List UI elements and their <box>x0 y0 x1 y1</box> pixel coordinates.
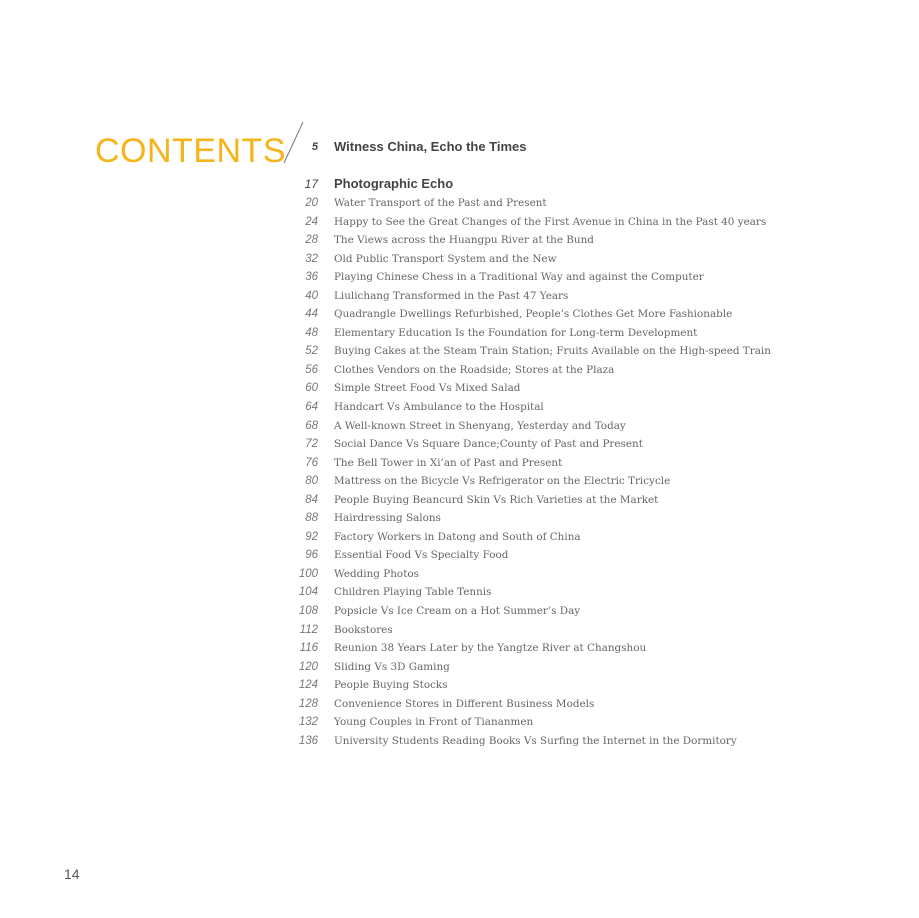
toc-entry[interactable] <box>0 398 919 417</box>
toc-entry[interactable] <box>0 342 919 361</box>
entry-title: Popsicle Vs Ice Cream on a Hot Summer’s Day <box>334 605 581 618</box>
entry-page-number: 100 <box>298 567 318 580</box>
entry-title: People Buying Stocks <box>334 679 448 692</box>
entry-title: Liulichang Transformed in the Past 47 Years <box>334 289 569 302</box>
toc-entry[interactable] <box>0 305 919 324</box>
entry-title: University Students Reading Books Vs Surfing the Internet in the Dormitory <box>334 734 737 747</box>
entry-title: Simple Street Food Vs Mixed Salad <box>334 382 521 395</box>
entry-page-number: 40 <box>305 289 318 302</box>
entry-page-number: 112 <box>299 623 318 636</box>
entry-title: Handcart Vs Ambulance to the Hospital <box>334 401 544 414</box>
entry-page-number: 72 <box>305 438 318 451</box>
page-number: 14 <box>64 866 80 882</box>
toc-entry[interactable] <box>0 194 919 213</box>
entry-page-number: 88 <box>305 512 318 525</box>
section-page-number: 17 <box>304 177 318 191</box>
entry-title: Happy to See the Great Changes of the First Avenue in China in the Past 40 years <box>334 215 767 228</box>
entry-page-number: 80 <box>305 475 318 488</box>
entry-page-number: 96 <box>305 549 318 562</box>
entry-title: Mattress on the Bicycle Vs Refrigerator on the Electric Tricycle <box>334 475 671 488</box>
toc-entry[interactable] <box>0 491 919 510</box>
entry-page-number: 56 <box>305 363 318 376</box>
entry-page-number: 28 <box>305 234 318 247</box>
entry-title: Quadrangle Dwellings Refurbished, People’s Clothes Get More Fashionable <box>334 308 733 321</box>
entry-title: Factory Workers in Datong and South of China <box>334 530 581 543</box>
toc-entry[interactable] <box>0 287 919 306</box>
entry-page-number: 132 <box>298 716 318 729</box>
entry-page-number: 92 <box>305 530 318 543</box>
toc-entry[interactable] <box>0 472 919 491</box>
toc-entry[interactable] <box>0 417 919 436</box>
entry-title: Young Couples in Front of Tiananmen <box>334 716 534 729</box>
entry-title: Buying Cakes at the Steam Train Station; Fruits Available on the High-speed Train <box>334 345 771 358</box>
entry-page-number: 104 <box>298 586 318 599</box>
toc-entry[interactable] <box>0 213 919 232</box>
entry-page-number: 116 <box>299 642 318 655</box>
entry-title: Wedding Photos <box>334 567 419 580</box>
toc-entry[interactable] <box>0 268 919 287</box>
entry-title: Clothes Vendors on the Roadside; Stores at the Plaza <box>334 363 615 376</box>
entry-title: Old Public Transport System and the New <box>334 252 557 265</box>
entry-title: Sliding Vs 3D Gaming <box>334 660 450 673</box>
entry-page-number: 84 <box>305 493 318 506</box>
toc-entry[interactable] <box>0 509 919 528</box>
entry-title: Water Transport of the Past and Present <box>334 197 547 209</box>
entry-page-number: 24 <box>305 215 318 228</box>
toc-entry[interactable] <box>0 454 919 473</box>
toc-entry[interactable] <box>0 676 919 695</box>
contents-heading: CONTENTS <box>95 132 286 170</box>
toc-entry[interactable] <box>0 528 919 547</box>
toc-entry[interactable] <box>0 324 919 343</box>
entry-title: Elementary Education Is the Foundation for Long-term Development <box>334 326 698 339</box>
entry-page-number: 108 <box>298 605 318 618</box>
entry-title: The Views across the Huangpu River at the Bund <box>334 234 594 247</box>
section-title: Photographic Echo <box>334 176 454 191</box>
toc-entry[interactable] <box>0 602 919 621</box>
entry-page-number: 32 <box>305 252 318 265</box>
entry-title: Reunion 38 Years Later by the Yangtze River at Changshou <box>334 642 647 655</box>
toc-entry[interactable] <box>0 379 919 398</box>
entry-page-number: 48 <box>305 326 318 339</box>
entry-title: Convenience Stores in Different Business Models <box>334 697 595 710</box>
toc-entry[interactable] <box>0 231 919 250</box>
entry-title: Essential Food Vs Specialty Food <box>334 549 509 562</box>
entry-list <box>0 194 919 750</box>
entry-title: Social Dance Vs Square Dance;County of Past and Present <box>334 438 643 451</box>
entry-page-number: 120 <box>298 660 318 673</box>
toc-entry[interactable] <box>0 250 919 269</box>
entry-page-number: 124 <box>298 679 318 692</box>
entry-page-number: 76 <box>305 456 318 469</box>
toc-entry[interactable] <box>0 361 919 380</box>
toc-entry[interactable] <box>0 583 919 602</box>
entry-title: Bookstores <box>334 623 393 636</box>
section-page-number: 5 <box>311 141 318 153</box>
entry-title: A Well-known Street in Shenyang, Yesterday and Today <box>334 419 626 432</box>
entry-page-number: 60 <box>305 382 318 395</box>
entry-page-number: 136 <box>298 734 318 747</box>
toc-entry[interactable] <box>0 713 919 732</box>
toc-entry[interactable] <box>0 565 919 584</box>
entry-page-number: 128 <box>298 697 318 710</box>
entry-title: Children Playing Table Tennis <box>334 586 492 599</box>
toc-entry[interactable] <box>0 621 919 640</box>
toc-entry[interactable] <box>0 695 919 714</box>
entry-page-number: 44 <box>305 308 318 321</box>
entry-page-number: 64 <box>305 401 318 414</box>
entry-title: The Bell Tower in Xi’an of Past and Present <box>334 456 563 469</box>
toc-entry[interactable] <box>0 732 919 751</box>
toc-entry[interactable] <box>0 639 919 658</box>
section-title: Witness China, Echo the Times <box>334 139 527 154</box>
toc-entry[interactable] <box>0 546 919 565</box>
entry-title: People Buying Beancurd Skin Vs Rich Varieties at the Market <box>334 493 659 506</box>
toc-entry[interactable] <box>0 435 919 454</box>
entry-page-number: 20 <box>305 197 318 209</box>
toc-entry[interactable] <box>0 658 919 677</box>
entry-page-number: 52 <box>305 345 318 358</box>
entry-title: Playing Chinese Chess in a Traditional Way and against the Computer <box>334 271 704 284</box>
entry-title: Hairdressing Salons <box>334 512 441 525</box>
entry-page-number: 36 <box>305 271 318 284</box>
entry-page-number: 68 <box>305 419 318 432</box>
